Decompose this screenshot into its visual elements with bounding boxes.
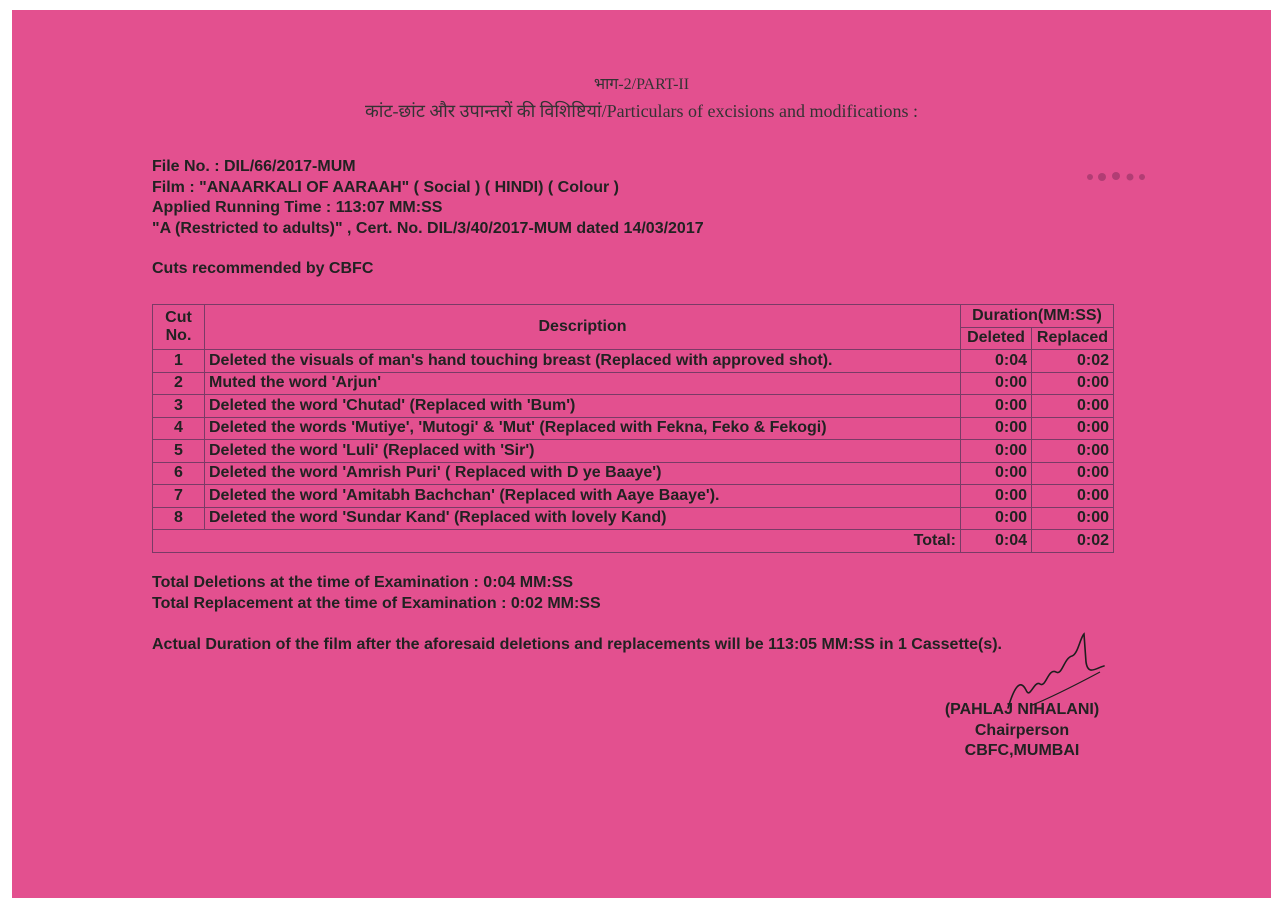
deleted-duration: 0:04: [961, 350, 1032, 373]
total-replaced: 0:02: [1032, 530, 1114, 553]
replaced-duration: 0:00: [1032, 372, 1114, 395]
table-row: [153, 395, 1114, 418]
table-row: [153, 417, 1114, 440]
cut-description: Deleted the word 'Amrish Puri' ( Replaced with D ye Baaye'): [205, 462, 961, 485]
col-header-deleted: Deleted: [961, 327, 1032, 350]
cut-number: 4: [153, 417, 205, 440]
cut-description: Deleted the word 'Sundar Kand' (Replaced with lovely Kand): [205, 507, 961, 530]
total-replacement: Total Replacement at the time of Examination : 0:02 MM:SS: [152, 594, 601, 612]
deleted-duration: 0:00: [961, 440, 1032, 463]
replaced-duration: 0:00: [1032, 440, 1114, 463]
table-row: [153, 462, 1114, 485]
signatory-block: [912, 700, 1132, 762]
total-deleted: 0:04: [961, 530, 1032, 553]
cut-number: 1: [153, 350, 205, 373]
total-deletions: Total Deletions at the time of Examination : 0:04 MM:SS: [152, 574, 574, 591]
cuts-table: [152, 304, 1114, 553]
cut-number: 8: [153, 507, 205, 530]
totals-summary: [152, 573, 601, 614]
replaced-duration: 0:00: [1032, 507, 1114, 530]
file-number: File No. : DIL/66/2017-MUM: [152, 158, 356, 175]
table-row: [153, 372, 1114, 395]
cut-number: 2: [153, 372, 205, 395]
col-header-description: Description: [205, 305, 961, 350]
cut-number: 7: [153, 485, 205, 508]
running-time: Applied Running Time : 113:07 MM:SS: [152, 199, 443, 216]
deleted-duration: 0:00: [961, 372, 1032, 395]
cut-description: Deleted the word 'Luli' (Replaced with 'Sir'): [205, 440, 961, 463]
certificate-info: "A (Restricted to adults)" , Cert. No. DIL/3/40/2017-MUM dated 14/03/2017: [152, 219, 704, 237]
deleted-duration: 0:00: [961, 395, 1032, 418]
table-header-row: [153, 305, 1114, 328]
cut-number: 6: [153, 462, 205, 485]
col-header-cut-no: Cut No.: [153, 305, 205, 350]
col-header-duration: Duration(MM:SS): [961, 305, 1114, 328]
film-info: [152, 157, 704, 239]
film-title: Film : "ANAARKALI OF AARAAH" ( Social ) ( HINDI) ( Colour ): [152, 178, 619, 196]
replaced-duration: 0:00: [1032, 462, 1114, 485]
deleted-duration: 0:00: [961, 485, 1032, 508]
replaced-duration: 0:00: [1032, 395, 1114, 418]
deleted-duration: 0:00: [961, 417, 1032, 440]
deleted-duration: 0:00: [961, 507, 1032, 530]
replaced-duration: 0:02: [1032, 350, 1114, 373]
cut-description: Muted the word 'Arjun': [205, 372, 961, 395]
cut-description: Deleted the visuals of man's hand touching breast (Replaced with approved shot).: [205, 350, 961, 373]
cut-description: Deleted the word 'Amitabh Bachchan' (Replaced with Aaye Baaye').: [205, 485, 961, 508]
table-row: [153, 507, 1114, 530]
replaced-duration: 0:00: [1032, 485, 1114, 508]
signatory-name: (PAHLAJ NIHALANI): [944, 701, 1100, 718]
total-label: Total:: [153, 530, 961, 553]
stamp-mark: [1082, 165, 1152, 189]
cuts-heading: Cuts recommended by CBFC: [152, 260, 374, 277]
table-row: [153, 350, 1114, 373]
document-title: कांट-छांट और उपान्तरों की विशिष्टियां/Particulars of excisions and modifications :: [364, 101, 919, 121]
replaced-duration: 0:00: [1032, 417, 1114, 440]
col-header-replaced: Replaced: [1032, 327, 1114, 350]
table-total-row: [153, 530, 1114, 553]
table-row: [153, 440, 1114, 463]
part-heading: भाग-2/PART-II: [593, 76, 690, 93]
actual-duration: Actual Duration of the film after the aforesaid deletions and replacements will be 113:05 MM:SS in 1 Cassette(s).: [152, 636, 1002, 653]
cut-description: Deleted the words 'Mutiye', 'Mutogi' & 'Mut' (Replaced with Fekna, Feko & Fekogi): [205, 417, 961, 440]
document-page: [12, 10, 1271, 898]
table-row: [153, 485, 1114, 508]
cut-number: 3: [153, 395, 205, 418]
deleted-duration: 0:00: [961, 462, 1032, 485]
cut-description: Deleted the word 'Chutad' (Replaced with 'Bum'): [205, 395, 961, 418]
signatory-role: Chairperson: [974, 721, 1070, 739]
cut-number: 5: [153, 440, 205, 463]
signatory-office: CBFC,MUMBAI: [964, 742, 1080, 759]
